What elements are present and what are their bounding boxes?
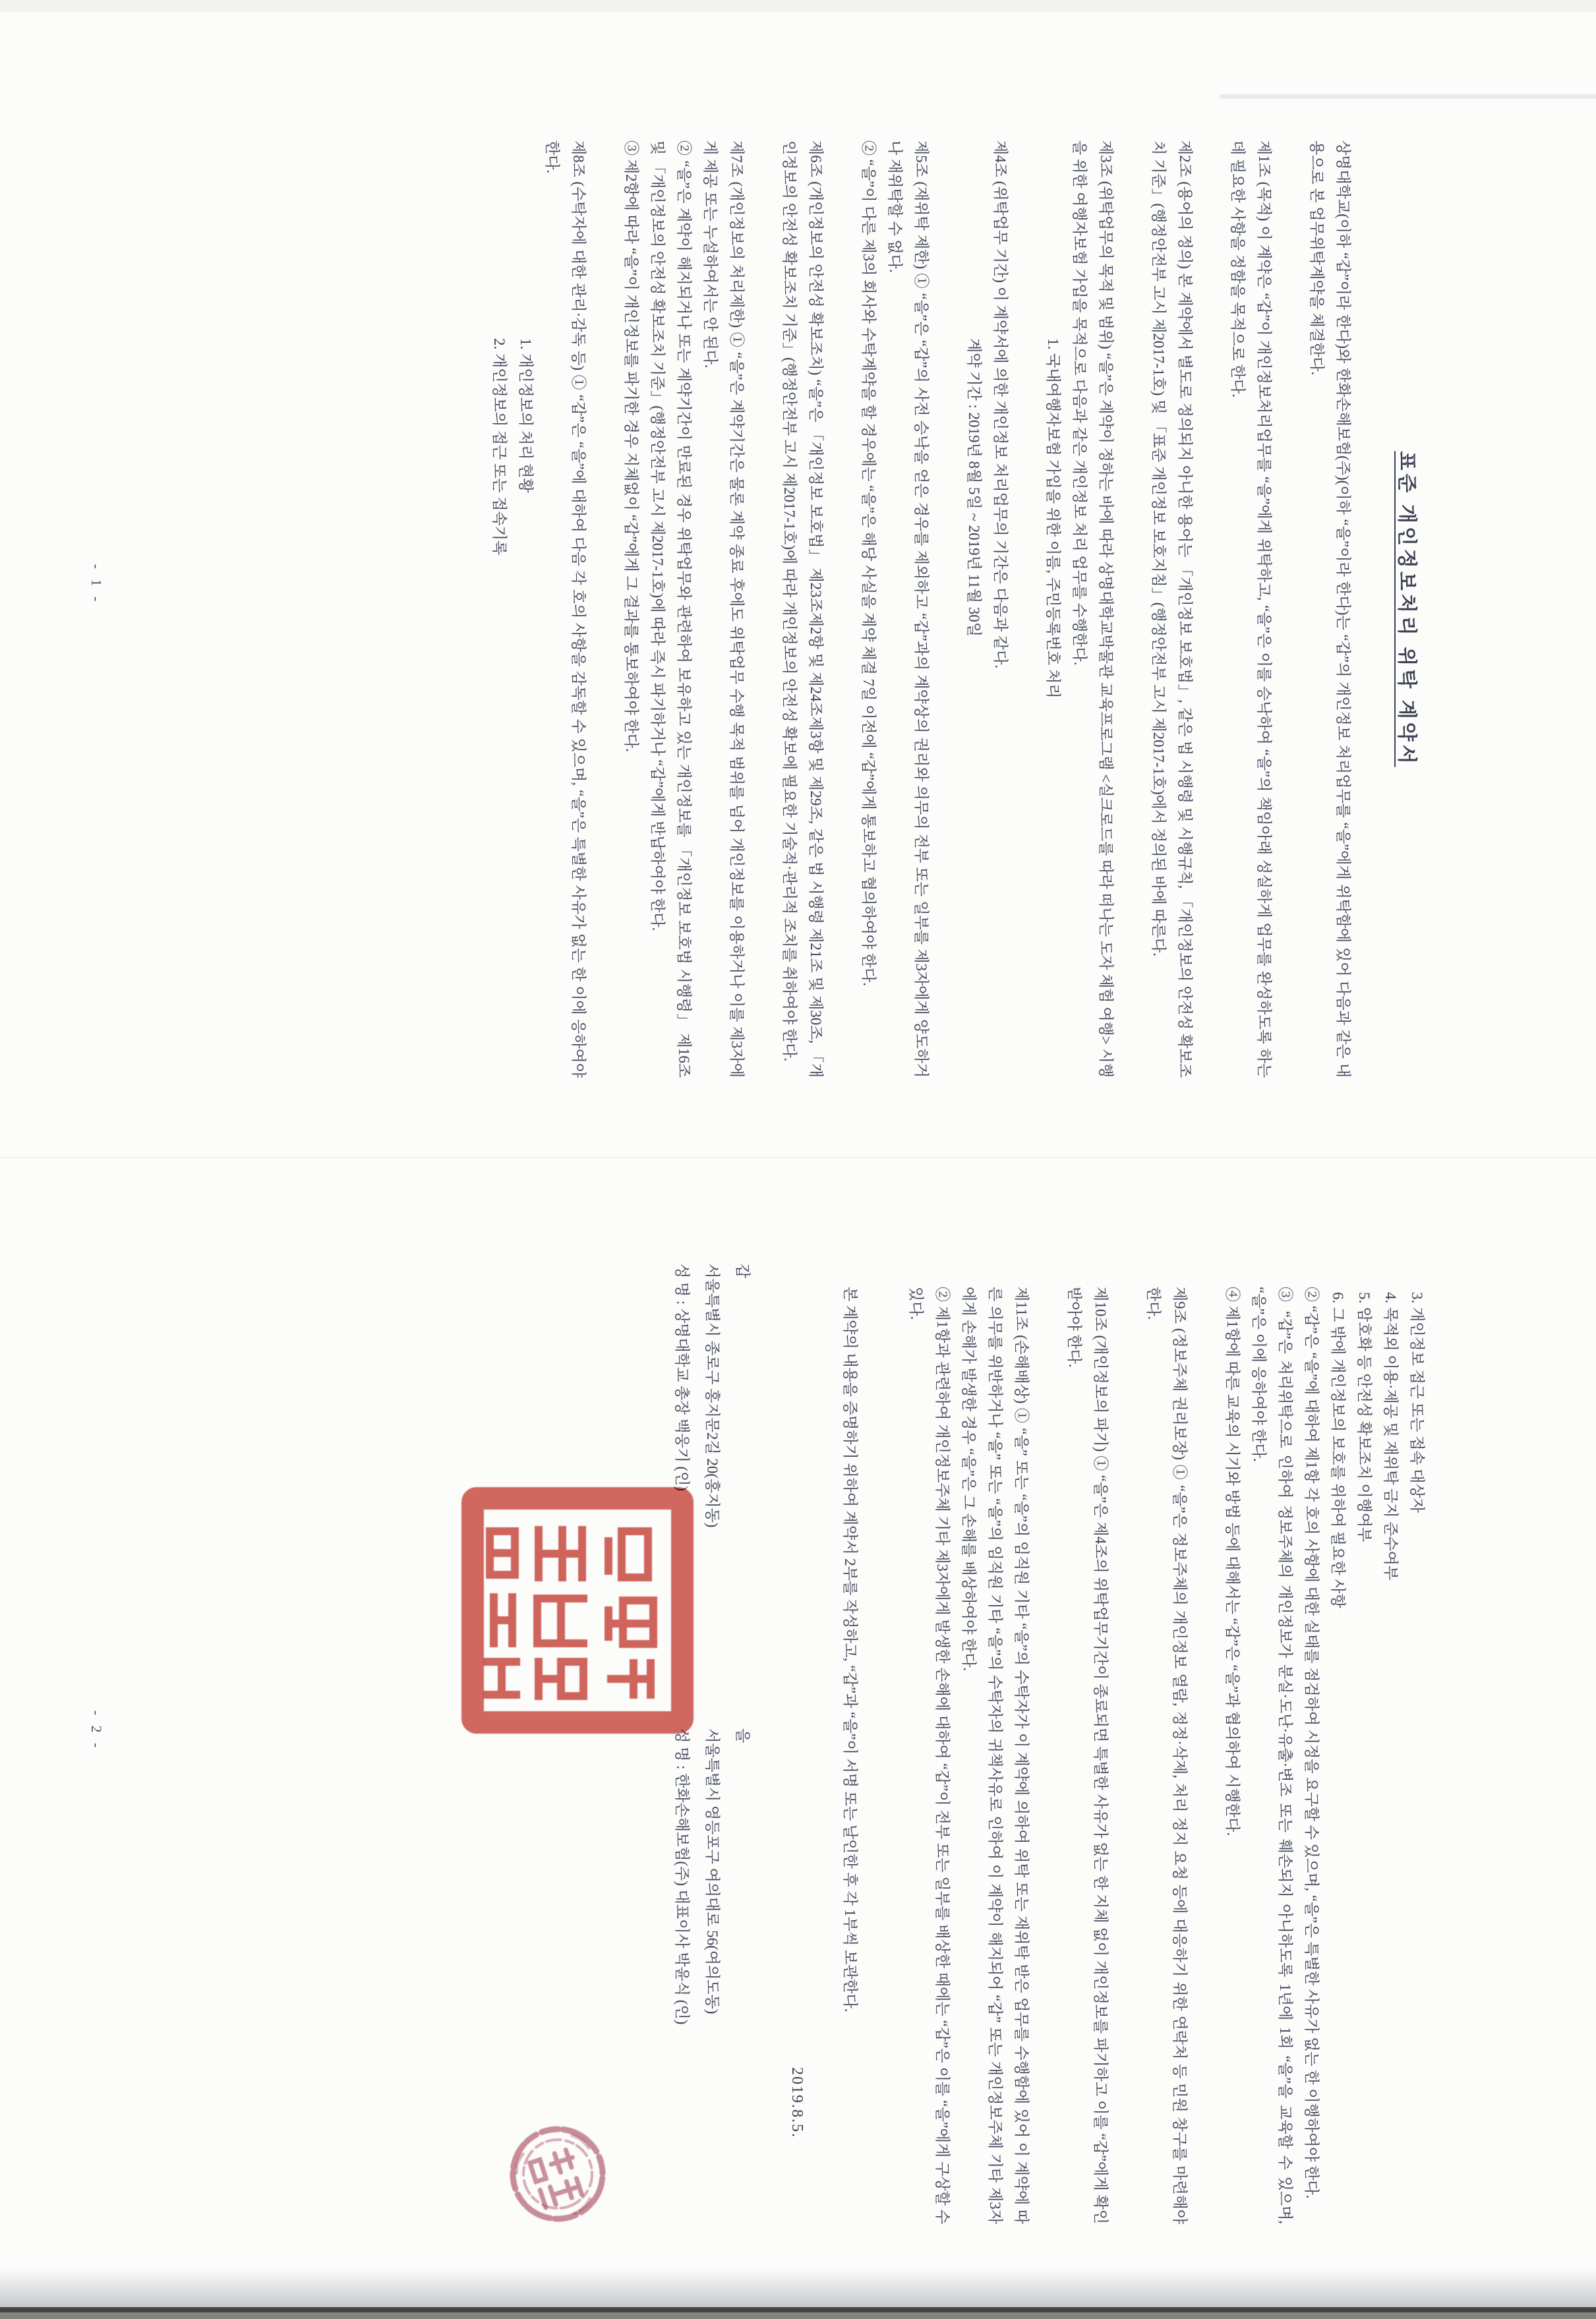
party-label-gap: 갑 [734, 1264, 751, 1279]
contract-paragraph: 5. 암호화 등 안전성 확보조치 이행여부 [1356, 1292, 1373, 1542]
contract-paragraph: 2. 개인정보의 접근 또는 접속기록 [491, 338, 508, 556]
contract-paragraph: ② “을”이 다른 제3의 회사와 수탁계약을 할 경우에는 “을”은 해당 사실을 계약 체결 7일 이전에 “갑”에게 통보하고 협의하여야 한다. [860, 140, 877, 986]
party-address-eul: 서울특별시 영등포구 여의대로 56(여의도동) [704, 1728, 721, 2014]
contract-paragraph: 1. 국내여행자보험 가입을 위한 이름, 주민등록번호 처리 [1045, 338, 1061, 699]
round-seal-stamp [506, 2115, 610, 2233]
scanner-bed-strip [0, 2312, 1596, 2319]
party-label-eul: 을 [734, 1728, 751, 1744]
contract-page-1 [0, 12, 1596, 1157]
page-number-1: - 1 - [88, 564, 105, 605]
page-2-content [0, 1158, 1596, 2303]
page-1-content [0, 12, 1596, 1157]
contract-page-2 [0, 1158, 1596, 2303]
contract-paragraph: 제3조 (위탁업무의 목적 및 범위) “을”은 계약이 정하는 바에 따라 상명대학교박물관 교육프로그램 <실크로드를 따라 떠나는 도자 체험 여행> 시행을 위한 여행자보험 가입을 목적으로 다음과 같은 개인정보 처리 업무를 수행한다. [1071, 140, 1114, 1078]
contract-paragraph: 제11조 (손해배상) ① “을” 또는 “을”의 임직원 기타 “을”의 수탁자가 이 계약에 의하여 위탁 또는 재위탁 받은 업무를 수행함에 있어 이 계약에 따른 의무를 위반하거나 “을” 또는 “을”의 임직원 기타 “을”의 수탁자의 귀책사유로 인하여 이 계약이 해지되어 “갑” 또는 개인정보주체 기타 제3자에게 손해가 발생한 경우 “을”은 그 손해를 배상하여야 한다. [961, 1287, 1030, 2224]
party-address-gap: 서울특별시 종로구 홍지문2길 20(홍지동) [704, 1264, 721, 1528]
party-name-gap: 성 명 : 상명대학교 총장 백웅기 (인) [674, 1264, 690, 1492]
contract-paragraph: 제4조 (위탁업무 기간) 이 계약서에 의한 개인정보 처리업무의 기간은 다음과 같다. [992, 140, 1009, 669]
contract-paragraph: ④ 제1항에 따른 교육의 시기와 방법 등에 대해서는 “갑”은 “을”과 협의하여 시행한다. [1224, 1287, 1241, 1836]
contract-paragraph: 제2조 (용어의 정의) 본 계약에서 별도로 정의되지 아니한 용어는 「개인정보 보호법」, 같은 법 시행령 및 시행규칙, 「개인정보의 안전성 확보조치 기준」(행정안전부 고시 제2017-1호) 및 「표준 개인정보 보호지침」(행정안전부 고시 제2017-1호)에서 정의된 바에 따른다. [1150, 140, 1193, 1078]
contract-paragraph: ② “을”은 계약이 해지되거나 또는 계약기간이 만료된 경우 위탁업무와 관련하여 보유하고 있는 개인정보를 「개인정보 보호법 시행령」 제16조 및 「개인정보의 안전성 확보조치 기준」(행정안전부 고시 제2017-1호)에 따라 즉시 파기하거나 “갑”에게 반납하여야 한다. [649, 140, 692, 1078]
contract-paragraph: 제9조 (정보주체 권리보장) ① “을”은 정보주체의 개인정보 열람, 정정·삭제, 처리 정지 요청 등에 대응하기 위한 연락처 등 민원 창구를 마련해야 한다. [1145, 1287, 1188, 2224]
scanner-edge-line [0, 2307, 1596, 2312]
signature-party-eul [666, 1728, 757, 2024]
contract-paragraph: 본 계약의 내용을 증명하기 위하여 계약서 2부를 작성하고, “갑”과 “을”이 서명 또는 날인한 후 각 1부씩 보관한다. [842, 1287, 858, 2012]
contract-paragraph: 4. 목적외 이용·제공 및 재위탁 금지 준수여부 [1382, 1292, 1399, 1581]
contract-paragraph: 제6조 (개인정보의 안전성 확보조치) “을”은 「개인정보 보호법」 제23조제2항 및 제24조제3항 및 제29조, 같은 법 시행령 제21조 및 제30조, 「개인정보의 안전성 확보조치 기준」(행정안전부 고시 제2017-1호)에 따라 개인정보의 안전성 확보에 필요한 기술적·관리적 조치를 취하여야 한다. [781, 140, 824, 1078]
document-title: 표준 개인정보처리 위탁 계약서 [1396, 451, 1417, 767]
signature-section [666, 1264, 757, 2224]
page-1-paragraphs [486, 140, 1356, 1078]
square-seal-stamp [460, 1485, 694, 1736]
contract-paragraph: 제5조 (재위탁 제한) ① “을”은 “갑”의 사전 승낙을 얻은 경우를 제외하고 “갑”과의 계약상의 권리와 의무의 전부 또는 일부를 제3자에게 양도하거나 재위탁할 수 없다. [887, 140, 930, 1078]
page-2-paragraphs [837, 1287, 1430, 2224]
contract-paragraph: 제8조 (수탁자에 대한 관리·감독 등) ① “갑”은 “을”에 대하여 다음 각 호의 사항을 감독할 수 있으며, “을”은 특별한 사유가 없는 한 이에 응하여야 한다. [544, 140, 587, 1078]
scanner-edge-fade [0, 2268, 1596, 2308]
contract-paragraph: 3. 개인정보 접근 또는 접속 대상자 [1409, 1292, 1425, 1513]
contract-paragraph: ② 제1항과 관련하여 개인정보주체 기타 제3자에게 발생한 손해에 대하여 “갑”이 전부 또는 일부를 배상한 때에는 “갑”은 이를 “을”에게 구상할 수 있다. [908, 1287, 951, 2224]
contract-paragraph: ③ 제2항에 따라 “을”이 개인정보를 파기한 경우 지체없이 “갑”에게 그 결과를 통보하여야 한다. [623, 140, 639, 752]
contract-paragraph: 계약 기간 : 2019년 8월 5일 ~ 2019년 11월 30일 [966, 338, 982, 637]
party-name-eul: 성 명 : 한화손해보험(주) 대표이사 박윤식 (인) [674, 1728, 690, 2025]
contract-paragraph: 제1조 (목적) 이 계약은 “갑”이 개인정보처리업무를 “을”에게 위탁하고, “을”은 이를 승낙하여 “을”의 책임아래 성실하게 업무를 완성하도록 하는데 필요한 사항을 정함을 목적으로 한다. [1229, 140, 1272, 1078]
contract-paragraph: ③ “갑”은 처리위탁으로 인하여 정보주체의 개인정보가 분실·도난·유출·변조 또는 훼손되지 아니하도록 1년에 1회 “을”을 교육할 수 있으며, “을”은 이에 응하여야 한다. [1251, 1287, 1293, 2224]
contract-paragraph: 제7조 (개인정보의 처리제한) ① “을”은 계약기간은 물론 계약 종료 후에도 위탁업무 수행 목적 범위를 넘어 개인정보를 이용하거나 이를 제3자에게 제공 또는 누설하여서는 안 된다. [702, 140, 745, 1078]
contract-paragraph: 상명대학교(이하 “갑”이라 한다)와 한화손해보험(주)(이하 “을”이라 한다)는 “갑”의 개인정보 처리업무를 “을”에게 위탁함에 있어 다음과 같은 내용으로 본 업무위탁계약을 체결한다. [1309, 140, 1351, 1078]
contract-date: 2019.8.5. [788, 2067, 806, 2138]
contract-paragraph: ② “갑”은 “을”에 대하여 제1항 각 호의 사항에 대한 실태를 점검하여 시정을 요구할 수 있으며, “을”은 특별한 사유가 없는 한 이행하여야 한다. [1303, 1287, 1320, 2199]
contract-paragraph: 1. 개인정보의 처리 현황 [517, 338, 534, 493]
scanner-streak [1220, 94, 1596, 99]
contract-paragraph: 제10조 (개인정보의 파기) ① “을”은 제4조의 위탁업무기간이 종료되면 특별한 사유가 없는 한 지체 없이 개인정보를 파기하고 이를 “갑”에게 확인받아야 한다. [1066, 1287, 1109, 2224]
contract-paragraph: 6. 그 밖에 개인정보의 보호를 위하여 필요한 사항 [1330, 1292, 1346, 1608]
page-number-2: - 2 - [88, 1710, 105, 1751]
